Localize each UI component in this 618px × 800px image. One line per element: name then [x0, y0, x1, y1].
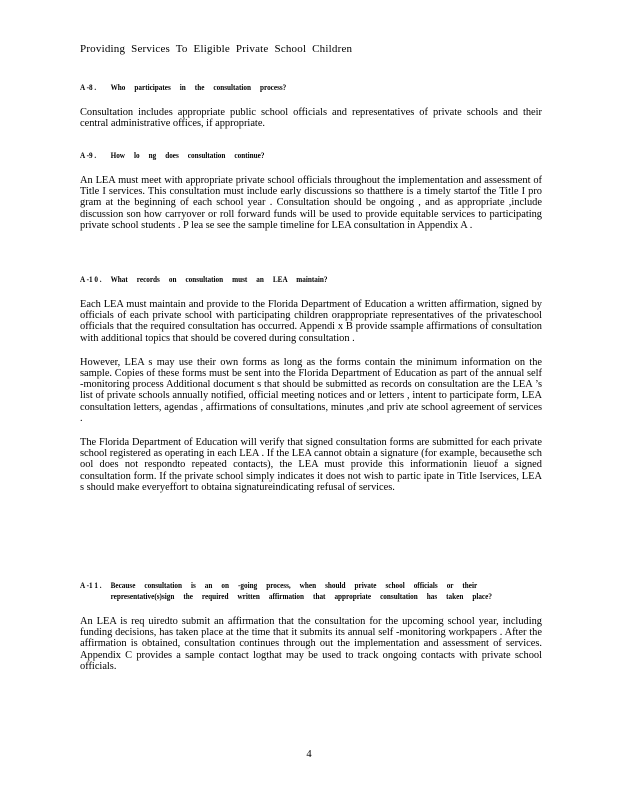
answer — [80, 175, 542, 231]
answer — [80, 107, 542, 129]
question-number: A -8 . — [80, 83, 97, 92]
question — [80, 82, 496, 93]
answer-paragraph: However, LEA s may use their own forms as long as the forms contain the minimum information on the sample. Copies of these forms must be sent into the Florida Department of Education as part of the annual self -monitoring process Additional document s that should be submitted as records on consultation are the LEA ’s list of private schools annually notified, official meeting notices and or letters , intent to participate form, LEA consultation letters, agendas , affirmations of consultations, minutes ,and priv ate school agreement of services . — [80, 356, 542, 424]
question-number: A -9 . — [80, 151, 97, 160]
qa-item-a11 — [80, 580, 542, 672]
answer-paragraph: Consultation includes appropriate public school officials and representatives of private schools and their central administrative offices, if appropriate. — [80, 107, 542, 130]
qa-item-a8 — [80, 82, 542, 129]
qa-item-a10 — [80, 274, 542, 493]
answer — [80, 299, 542, 493]
answer-paragraph: An LEA is req uiredto submit an affirmation that the consultation for the upcoming school year, including funding decisions, has taken place at the time that it submits its annual self -monitoring workpapers . After the affirmation is obtained, consultation continues through out the implementation and assessment of services. Appendix C provides a sample contact logthat may be used to track ongoing contacts with private school officials. — [80, 616, 542, 672]
answer-paragraph: Each LEA must maintain and provide to the Florida Department of Education a written affirmation, signed by officials of each private school with participating children orappropriate representatives of the privateschool officials that the required consultation has occurred. Appendi x B provide ssample affirmations of consultation with additional topics that should be covered during consultation . — [80, 299, 542, 344]
page-header: Providing Services To Eligible Private School Children — [80, 43, 353, 55]
answer-paragraph: The Florida Department of Education will verify that signed consultation forms are submitted for each private school registered as operating in each LEA . If the LEA cannot obtain a signature (for example, becausethe sch ool does not respondto repeated contacts), the LEA must provide this informationin lieuof a signed consultation form. If the private school simply indicates it does not wish to partic ipate in Title Iservices, LEA s should make everyeffort to obtaina signatureindicating refusal of services. — [80, 437, 542, 493]
question-text: Who participates in the consultation process? — [110, 83, 287, 92]
page-number: 4 — [306, 749, 312, 760]
question-text: What records on consultation must an LEA maintain? — [110, 275, 328, 284]
question-number: A -1 0 . — [80, 275, 102, 284]
question-number: A -1 1 . — [80, 581, 102, 590]
qa-item-a9 — [80, 150, 542, 231]
answer-paragraph: An LEA must meet with appropriate private school officials throughout the implementation and assessment of Title I services. This consultation must include early discussions so thatthere is a timely startof the Title I pro gram at the beginning of each school year . Consultation should be ongoing , and as appropriate ,include discussion son how carryover or roll forward funds will be used to provide equitable services to participating private school students . P lea se see the sample timeline for LEA consultation in Appendix A . — [80, 175, 542, 231]
question-text: How lo ng does consultation continue? — [110, 151, 265, 160]
question — [80, 580, 496, 602]
question — [80, 150, 496, 161]
question — [80, 274, 496, 285]
answer — [80, 616, 542, 672]
question-text: Because consultation is an on -going process, when should private school officials or their representative(s)sign the required written affirmation that appropriate consultation has taken place? — [110, 581, 492, 601]
